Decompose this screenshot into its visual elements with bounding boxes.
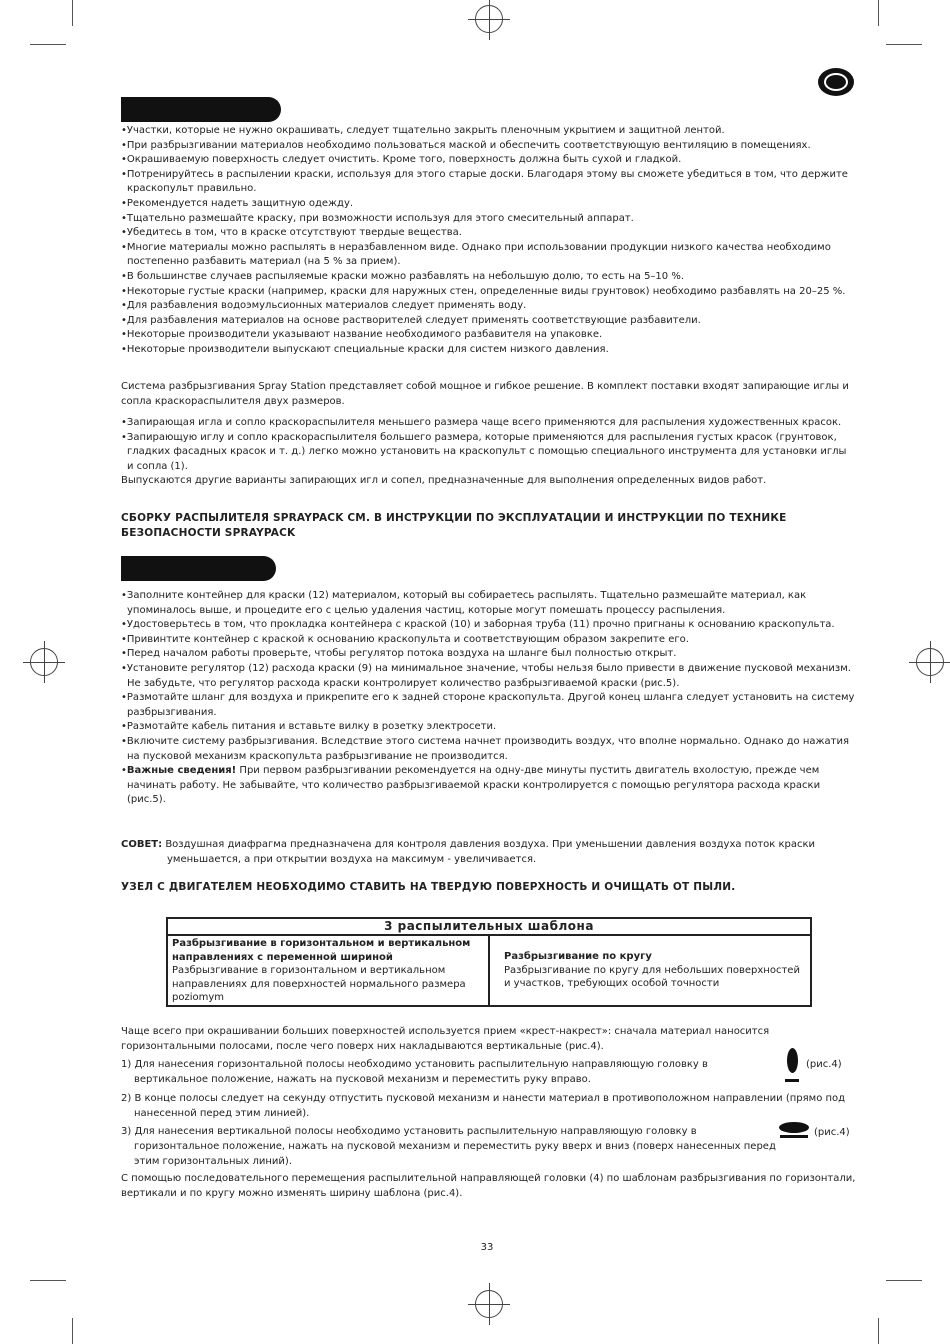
- list-item: • Убедитесь в том, что в краске отсутствуют твердые вещества.: [121, 226, 856, 241]
- crosscoat-paragraph: Чаще всего при окрашивании больших поверхностей используется прием «крест-накрест»: сначала материал наносится горизонтальными полосами, после чего поверх них накладываются вертикальные (рис.4).: [121, 1026, 770, 1052]
- list-item: • Некоторые производители выпускают специальные краски для систем низкого давления.: [121, 343, 856, 358]
- list-item: • При разбрызгивании материалов необходимо пользоваться маской и обеспечить соответствующую вентиляцию в помещениях.: [121, 139, 856, 154]
- table-title: 3 распылительных шаблона: [167, 918, 811, 935]
- list-item: • Для разбавления водоэмульсионных материалов следует применять воду.: [121, 299, 856, 314]
- list-item: • В большинстве случаев распыляемые краски можно разбавлять на небольшую долю, то есть на 5–10 %.: [121, 270, 856, 285]
- assembly-heading: СБОРКУ РАСПЫЛИТЕЛЯ SPRAYPACK СМ. В ИНСТРУКЦИИ ПО ЭКСПЛУАТАЦИИ И ИНСТРУКЦИИ ПО ТЕХНИКЕ БЕЗОПАСНОСТИ SPRAYPACK: [121, 512, 787, 539]
- list-item: • Размотайте шланг для воздуха и прикрепите его к задней стороне краскопульта. Другой конец шланга следует установить на систему разбрызгивания.: [121, 691, 856, 720]
- list-item: • Заполните контейнер для краски (12) материалом, который вы собираетесь распылять. Тщательно размешайте материал, как упоминалось выше, и процедите его с целью удаления частиц, которые могут помешать процессу распыления.: [121, 589, 856, 618]
- important-text: При первом разбрызгивании рекомендуется на одну-две минуты пустить двигатель вхолостую, прежде чем начинать работу. Не забывайте, что количество разбрызгиваемой краски контролируется с помощью регулятора расхода краски (рис.5).: [127, 765, 821, 806]
- list-item: • Некоторые густые краски (например, краски для наружных стен, определенные виды грунтовок) необходимо разбавлять на 20–25 %.: [121, 285, 856, 300]
- tip-text: Воздушная диафрагма предназначена для контроля давления воздуха. При уменьшении давления воздуха поток краски уменьшается, а при открытии воздуха на максимум - увеличивается.: [165, 839, 816, 865]
- pattern-cell-linear: [167, 935, 489, 1006]
- list-item: • Тщательно размешайте краску, при возможности используя для этого смесительный аппарат.: [121, 212, 856, 227]
- crop-mark: [886, 1280, 922, 1281]
- list-item: • Перед началом работы проверьте, чтобы регулятор потока воздуха на шланге был полностью открыт.: [121, 647, 856, 662]
- registration-mark: [916, 648, 944, 676]
- nozzle-base-icon: [780, 1135, 808, 1138]
- step-2: 2) В конце полосы следует на секунду отпустить пусковой механизм и нанести материал в противоположном направлении (прямо под нанесенной перед этим линией).: [121, 1093, 846, 1119]
- important-label: Важные сведения!: [126, 765, 237, 777]
- crop-mark: [878, 0, 879, 26]
- variants-text: Выпускаются другие варианты запирающих игл и сопел, предназначенные для выполнения определенных видов работ.: [121, 475, 767, 487]
- crop-mark: [886, 44, 922, 45]
- list-item: • Потренируйтесь в распылении краски, используя для этого старые доски. Благодаря этому вы сможете убедиться в том, что держите краскопульт правильно.: [121, 168, 856, 197]
- pattern-description: Разбрызгивание в горизонтальном и вертикальном направлениях для поверхностей нормального размера poziomym: [172, 965, 466, 1004]
- list-item: • Удостоверьтесь в том, что прокладка контейнера с краской (10) и заборная труба (11) прочно пригнаны к основанию краскопульта.: [121, 618, 856, 633]
- list-item: • Размотайте кабель питания и вставьте вилку в розетку электросети.: [121, 720, 856, 735]
- pattern-description: Разбрызгивание по кругу для небольших поверхностей и участков, требующих особой точности: [504, 964, 800, 990]
- page-number: 33: [480, 1242, 494, 1253]
- section-header-bar: [121, 97, 281, 122]
- crop-mark: [30, 1280, 66, 1281]
- step-3: 3) Для нанесения вертикальной полосы необходимо установить распылительную направляющую головку в горизонтальное положение, нажать на пусковой механизм и переместить руку вверх и вниз (поверх нанесенных перед этим горизонтальных линий).: [121, 1126, 776, 1167]
- operation-list: [121, 589, 856, 808]
- list-item: • Рекомендуется надеть защитную одежду.: [121, 197, 856, 212]
- pattern-title: Разбрызгивание по кругу: [504, 951, 652, 963]
- list-item-important: [121, 764, 856, 808]
- list-item: • Привинтите контейнер с краской к основанию краскопульта и соответствующим образом закрепите его.: [121, 633, 856, 648]
- tip-label: СОВЕТ:: [121, 839, 163, 850]
- spray-patterns-table: [166, 917, 812, 1007]
- list-item: • Запирающую иглу и сопло краскораспылителя большего размера, которые применяются для распыления густых красок (грунтовок, гладких фасадных красок и т. д.) легко можно установить на краскопульт с помощью специального инструмента для установки иглы и сопла (1).: [121, 431, 856, 475]
- section-header-bar: [121, 556, 276, 581]
- crop-mark: [30, 44, 66, 45]
- crop-mark: [72, 0, 73, 26]
- final-paragraph: С помощью последовательного перемещения распылительной направляющей головки (4) по шаблонам разбрызгивания по горизонтали, вертикали и по кругу можно изменять ширину шаблона (рис.4).: [121, 1173, 856, 1199]
- pattern-cell-circle: [489, 935, 811, 1006]
- horizontal-nozzle-icon: [779, 1122, 809, 1133]
- motor-heading: УЗЕЛ С ДВИГАТЕЛЕМ НЕОБХОДИМО СТАВИТЬ НА ТВЕРДУЮ ПОВЕРХНОСТЬ И ОЧИЩАТЬ ОТ ПЫЛИ.: [121, 881, 736, 893]
- nozzle-base-icon: [785, 1079, 799, 1082]
- registration-mark: [30, 648, 58, 676]
- crop-mark: [878, 1318, 879, 1344]
- vertical-nozzle-icon: [787, 1048, 798, 1073]
- list-item: • Участки, которые не нужно окрашивать, следует тщательно закрыть пленочным укрытием и защитной лентой.: [121, 124, 856, 139]
- list-item: • Запирающая игла и сопло краскораспылителя меньшего размера чаще всего применяются для распыления художественных красок.: [121, 416, 856, 431]
- crop-mark: [72, 1318, 73, 1344]
- registration-mark: [475, 5, 503, 33]
- precautions-list: [121, 124, 856, 358]
- tip-paragraph: [121, 838, 856, 867]
- list-item: • Окрашиваемую поверхность следует очистить. Кроме того, поверхность должна быть сухой и гладкой.: [121, 153, 856, 168]
- list-item: • Многие материалы можно распылять в неразбавленном виде. Однако при использовании продукции низкого качества необходимо постепенно разбавить материал (на 5 % за прием).: [121, 241, 856, 270]
- needle-list: [121, 416, 856, 489]
- language-badge-icon: [818, 68, 854, 96]
- list-item: • Некоторые производители указывают название необходимого разбавителя на упаковке.: [121, 328, 856, 343]
- system-text: Система разбрызгивания Spray Station представляет собой мощное и гибкое решение. В комплект поставки входят запирающие иглы и сопла краскораспылителя двух размеров.: [121, 381, 849, 407]
- list-item: • Установите регулятор (12) расхода краски (9) на минимальное значение, чтобы нельзя было привести в движение пусковой механизм. Не забудьте, что регулятор расхода краски контролирует количество разбрызгиваемой краски (рис.5).: [121, 662, 856, 691]
- registration-mark: [475, 1290, 503, 1318]
- figure-reference: (рис.4): [814, 1127, 850, 1138]
- list-item: • Для разбавления материалов на основе растворителей следует применять соответствующие разбавители.: [121, 314, 856, 329]
- pattern-title: Разбрызгивание в горизонтальном и вертикальном направлениях с переменной шириной: [172, 938, 471, 963]
- list-item: • Включите систему разбрызгивания. Вследствие этого система начнет производить воздух, что вполне нормально. Однако до нажатия на пусковой механизм краскопульта разбрызгивание не производится.: [121, 735, 856, 764]
- figure-reference: (рис.4): [806, 1059, 842, 1070]
- step-1: 1) Для нанесения горизонтальной полосы необходимо установить распылительную направляющую головку в вертикальное положение, нажать на пусковой механизм и переместить руку вправо.: [121, 1059, 708, 1085]
- system-paragraph: [121, 380, 856, 409]
